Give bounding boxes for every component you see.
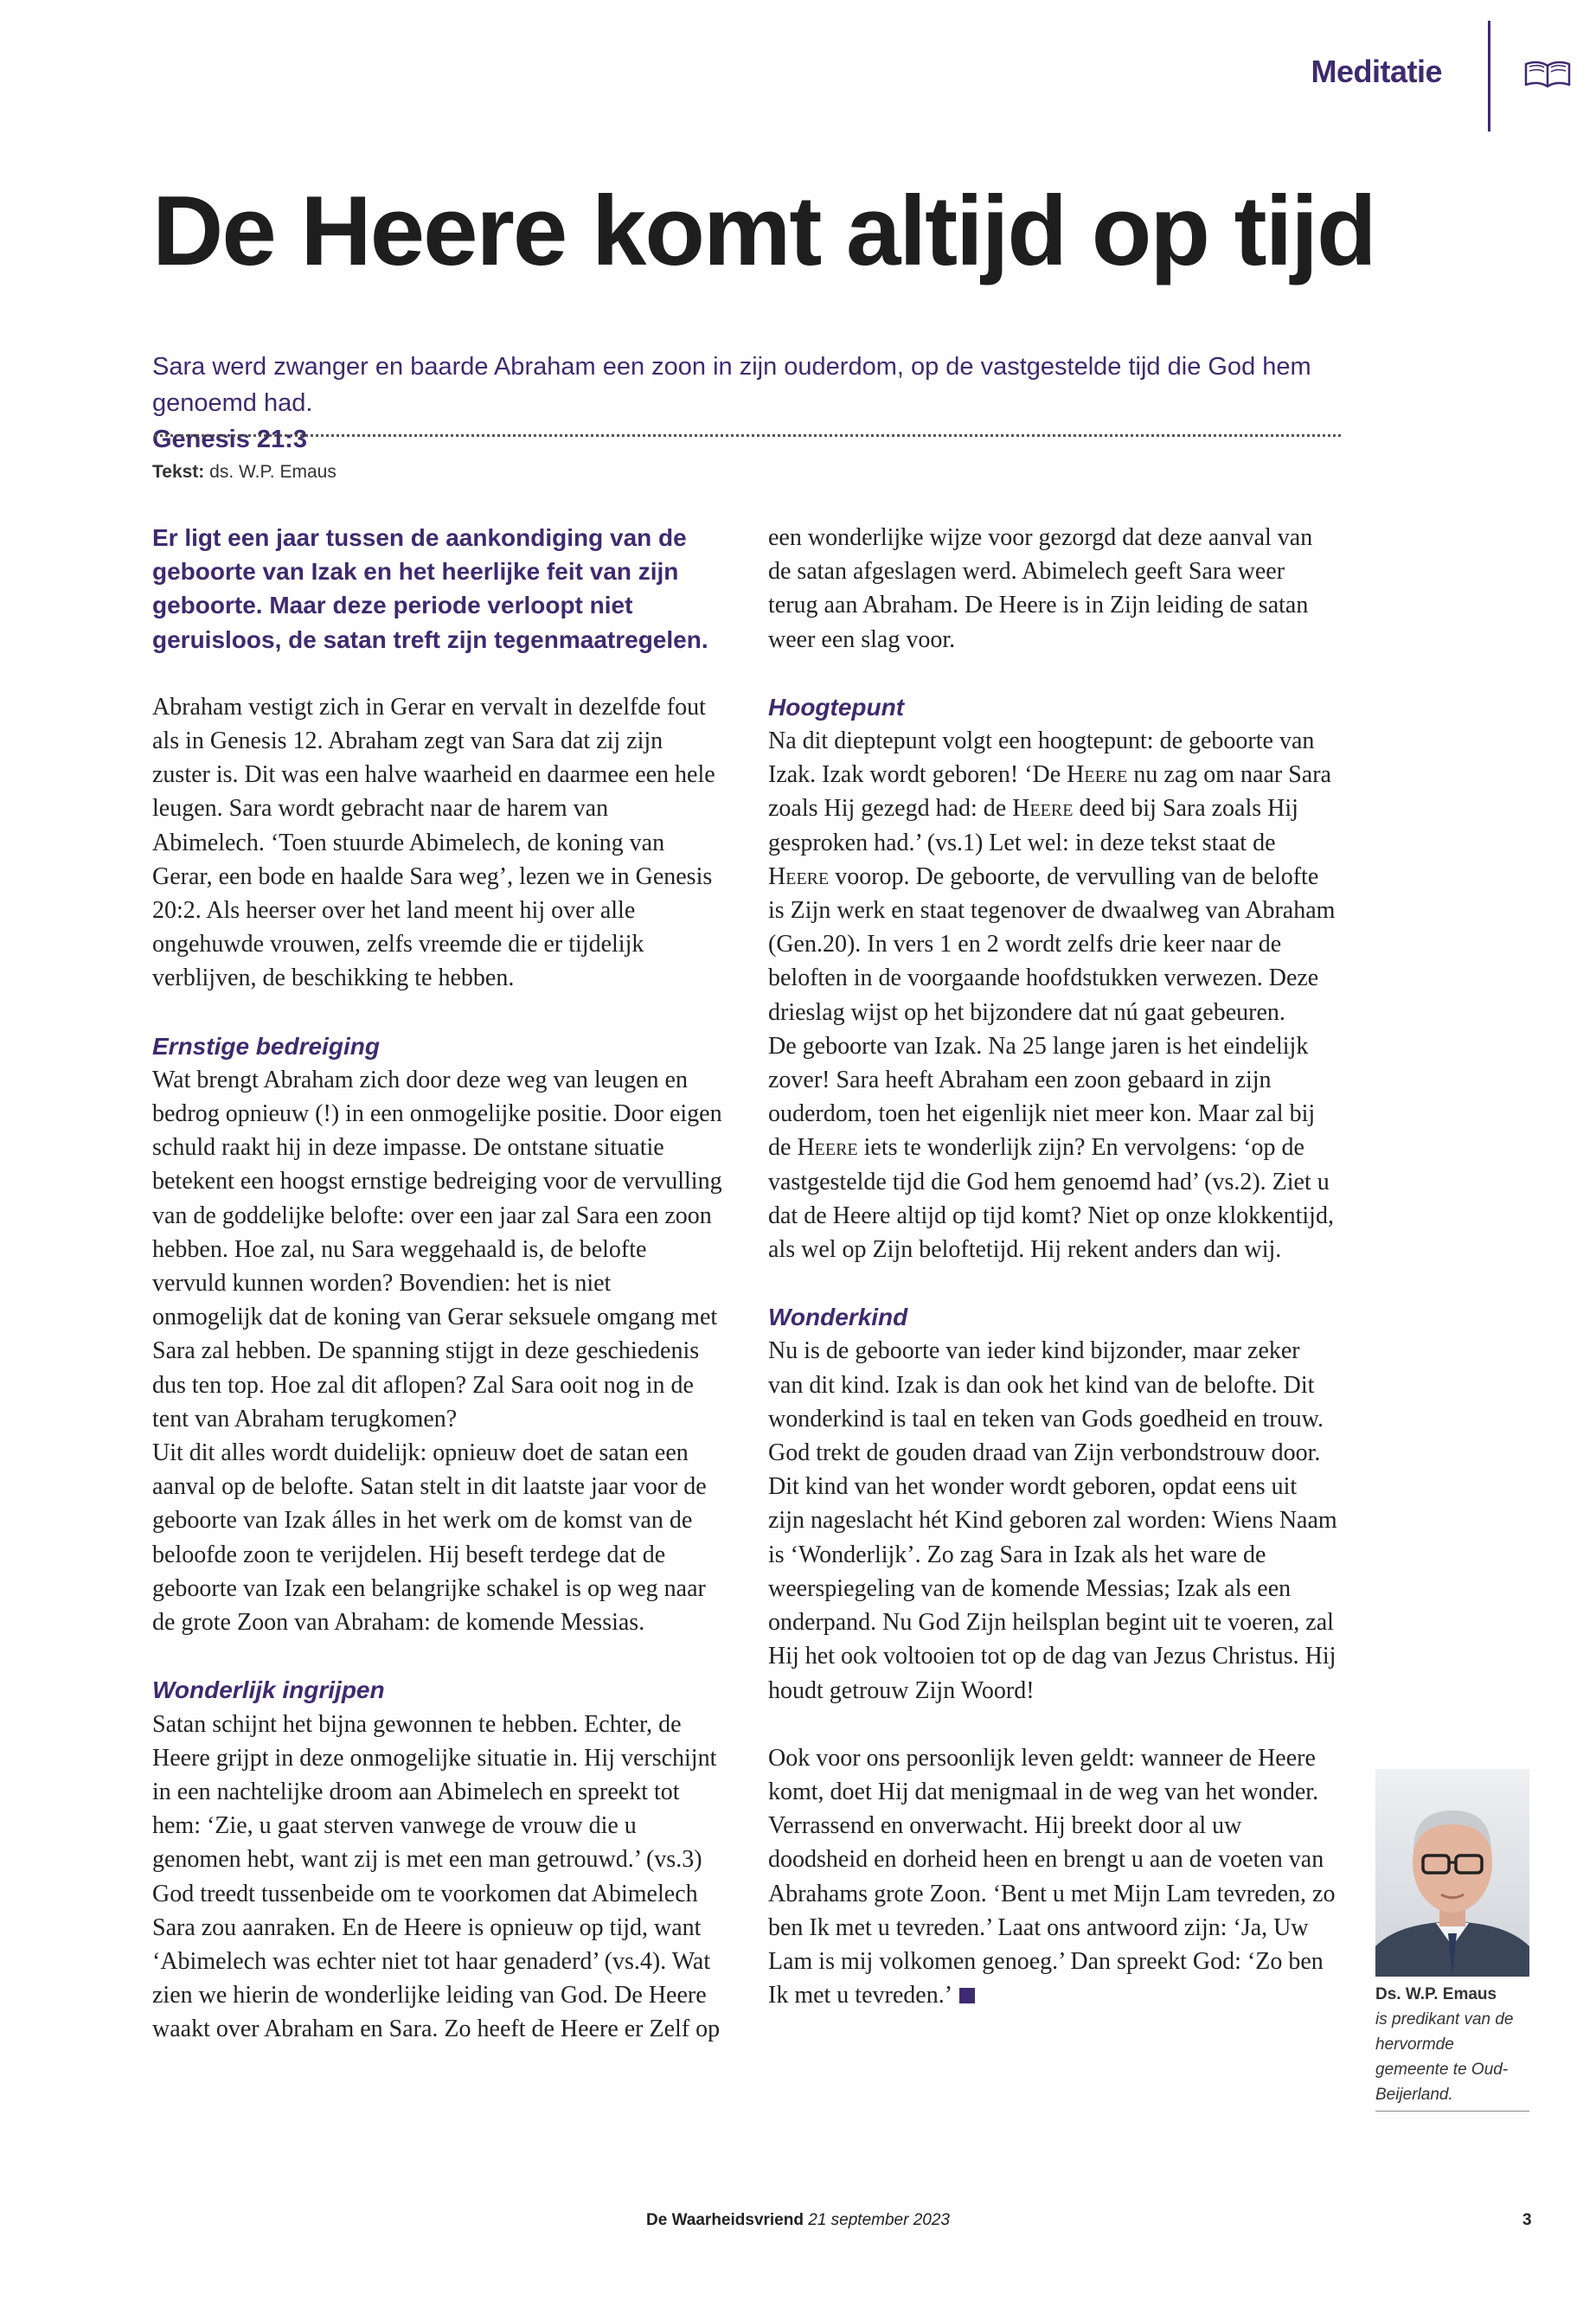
author-photo [1375,1769,1529,1977]
body-paragraph: Nu is de geboorte van ieder kind bijzonder, maar zeker van dit kind. Izak is dan ook het kind van de belofte. Dit wonderkind is taal en teken van Gods goedheid en trouw. God trekt de gouden draad van Zijn verbondstrouw door. Dit kind van het wonder wordt geboren, opdat eens uit zijn nageslacht hét Kind geboren zal worden: Wiens Naam is ‘Wonderlijk’. Zo zag Sara in Izak als het ware de weerspiegeling van de komende Messias; Izak als een onderpand. Nu God Zijn heilsplan begint uit te voeren, zal Hij het ook voltooien tot op de dag van Jezus Christus. Hij houdt getrouw Zijn Woord! [768,1337,1337,1704]
text-run: De geboorte van Izak. Na 25 lange jaren is het eindelijk zover! Sara heeft Abraham een zoon gebaard in zijn ouderdom, toen het eigenlijk niet meer kon. Maar zal bij de [768,1032,1316,1162]
credit-label: Tekst: [152,462,205,482]
closing-paragraph [768,1741,1339,2013]
column-left [152,521,723,2047]
body-paragraph: een wonderlijke wijze voor gezorgd dat deze aanval van de satan afgeslagen werd. Abimelech geeft Sara weer terug aan Abraham. De Heere is in Zijn leiding de satan weer een slag voor. [768,524,1313,653]
author-role: is predikant van de hervormde gemeente te Oud-Beijerland. [1375,2010,1514,2104]
heere-smallcaps: Heere [768,862,830,890]
header-divider [1488,21,1490,131]
body-paragraph: Abraham vestigt zich in Gerar en vervalt in dezelfde fout als in Genesis 12. Abraham zegt van Sara dat zij zijn zuster is. Dit was een halve waarheid en daarmee een hele leugen. Sara wordt gebracht naar de harem van Abimelech. ‘Toen stuurde Abimelech, de koning van Gerar, een bode en haalde Sara weg’, lezen we in Genesis 20:2. Als heerser over het land meent hij over alle ongehuwde vrouwen, zelfs vreemde die er tijdelijk verblijven, de beschikking te hebben. [152,693,715,992]
scripture-verse [152,349,1346,458]
body-paragraph: Uit dit alles wordt duidelijk: opnieuw doet de satan een aanval op de belofte. Satan stelt in dit laatste jaar voor de geboorte van Izak álles in het werk om de komst van de beloofde zoon te verijdelen. Hij beseft terdege dat de geboorte van Izak een belangrijke schakel is op weg naar de grote Zoon van Abraham: de komende Messias. [152,1439,707,1637]
magazine-name: De Waarheidsvriend [646,2211,804,2229]
text-run: Ook voor ons persoonlijk leven geldt: wanneer de Heere komt, doet Hij dat menigmaal in de weg van het wonder. Verrassend en onverwacht. Hij breekt door al uw doodsheid en dorheid heen en brengt u aan de voeten van Abrahams grote Zoon. ‘Bent u met Mijn Lam tevreden, zo ben Ik met u tevreden.’ Laat ons antwoord zijn: ‘Ja, Uw Lam is mij volkomen genoeg.’ Dan spreekt God: ‘Zo ben Ik met u tevreden.’ [768,1744,1336,2009]
author-credit [152,462,337,483]
heere-smallcaps: Heere [1012,795,1074,823]
body-paragraph [768,724,1339,1029]
page-number: 3 [1522,2211,1532,2229]
body-paragraph: Wat brengt Abraham zich door deze weg van leugen en bedrog opnieuw (!) in een onmogelijke positie. Door eigen schuld raakt hij in deze impasse. De ontstane situatie betekent een hoogst ernstige bedreiging voor de vervulling van de goddelijke belofte: over een jaar zal Sara een zoon hebben. Hoe zal, nu Sara weggehaald is, de belofte vervuld kunnen worden? Bovendien: het is niet onmogelijk dat de koning van Gerar seksuele omgang met Sara zal hebben. De spanning stijgt in deze geschiedenis dus ten top. Hoe zal dit aflopen? Zal Sara ooit nog in de tent van Abraham terugkomen? [152,1066,722,1433]
intro-paragraph: Er ligt een jaar tussen de aankondiging van de geboorte van Izak en het heerlijke feit van zijn geboorte. Maar deze periode verloopt niet geruisloos, de satan treft zijn tegenmaatregelen. [152,524,708,653]
column-right [768,521,1339,2012]
subheading-hoogtepunt: Hoogtepunt [768,693,905,721]
body-paragraph [768,1029,1339,1266]
article-title: De Heere komt altijd op tijd [152,176,1375,286]
text-run: voorop. De geboorte, de vervulling van de belofte is Zijn werk en staat tegenover de dwaalweg van Abraham (Gen.20). In vers 1 en 2 wordt zelfs drie keer naar de beloften in de voorgaande hoofdstukken verwezen. Deze drieslag wijst op het bijzondere dat nú gaat gebeuren. [768,862,1336,1026]
text-run: Na dit dieptepunt volgt een hoogtepunt: de geboorte van Izak. Izak wordt geboren! ‘De [768,727,1315,789]
verse-text: Sara werd zwanger en baarde Abraham een zoon in zijn ouderdom, op de vastgestelde tijd die God hem genoemd had. [152,353,1311,417]
subheading-ernstige-bedreiging: Ernstige bedreiging [152,1032,380,1060]
end-mark-icon [959,1988,975,2003]
author-name: Ds. W.P. Emaus [1375,1985,1497,2003]
text-run: iets te wonderlijk zijn? En vervolgens: ‘op de vastgestelde tijd die God hem genoemd had’ (vs.2). Ziet u dat de Heere altijd op tijd komt? Niet op onze klokkentijd, als wel op Zijn beloftetijd. Hij rekent anders dan wij. [768,1134,1334,1264]
heere-smallcaps: Heere [1067,761,1128,789]
verse-reference: Genesis 21:3 [152,426,307,453]
section-label: Meditatie [1311,54,1442,89]
page-footer [0,2211,1596,2230]
body-paragraph: Satan schijnt het bijna gewonnen te hebben. Echter, de Heere grijpt in deze onmogelijke situatie in. Hij verschijnt in een nachtelijke droom aan Abimelech en spreekt tot hem: ‘Zie, u gaat sterven vanwege de vrouw die u genomen hebt, want zij is met een man getrouwd.’ (vs.3) God treedt tussenbeide om te voorkomen dat Abimelech Sara zou aanraken. En de Heere is opnieuw op tijd, want ‘Abimelech was echter niet tot haar genaderd’ (vs.4). Wat zien we hierin de wonderlijke leiding van God. De Heere waakt over Abraham en Sara. Zo heeft de Heere er Zelf op [152,1710,721,2043]
subheading-wonderlijk-ingrijpen: Wonderlijk ingrijpen [152,1676,385,1704]
credit-author: ds. W.P. Emaus [209,462,337,482]
text-run: nu zag om naar Sara zoals Hij gezegd had: de [768,761,1331,823]
dotted-divider [154,434,1341,437]
open-book-icon [1522,59,1573,90]
text-run: deed bij Sara zoals Hij gesproken had.’ (vs.1) Let wel: in deze tekst staat de [768,795,1298,856]
issue-date: 21 september 2023 [808,2211,950,2229]
heere-smallcaps: Heere [797,1134,858,1162]
author-caption [1375,1977,1529,2112]
subheading-wonderkind: Wonderkind [768,1304,908,1331]
